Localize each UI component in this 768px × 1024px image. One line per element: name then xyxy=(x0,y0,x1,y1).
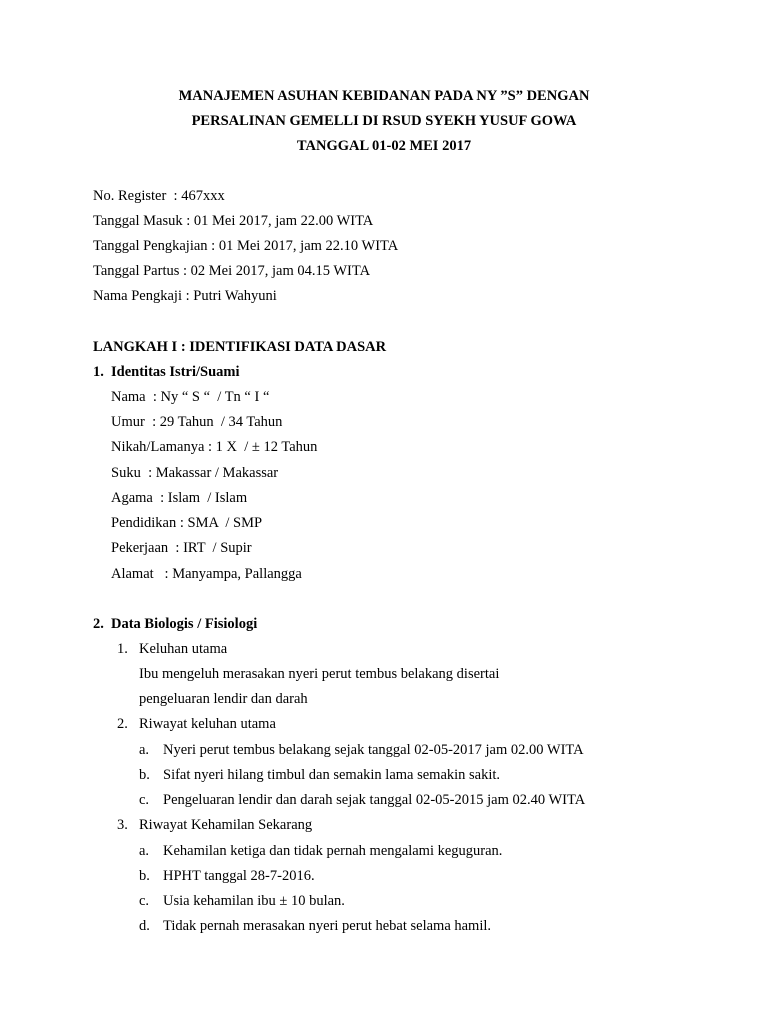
item-2-sub-a-letter: a. xyxy=(139,742,150,758)
section-2-number: 2. xyxy=(93,616,104,632)
item-2-number: 2. xyxy=(117,716,128,732)
assessment-date-line: Tanggal Pengkajian : 01 Mei 2017, jam 22.10 WITA xyxy=(93,238,399,254)
identity-education: Pendidikan : SMA / SMP xyxy=(111,515,263,531)
item-2-sub-c-text: Pengeluaran lendir dan darah sejak tanggal 02-05-2015 jam 02.40 WITA xyxy=(163,792,586,808)
item-3-number: 3. xyxy=(117,817,128,833)
section-1-heading: Identitas Istri/Suami xyxy=(111,364,240,380)
identity-name: Nama : Ny “ S “ / Tn “ I “ xyxy=(111,389,270,405)
item-3-sub-c-text: Usia kehamilan ibu ± 10 bulan. xyxy=(163,893,345,909)
section-2-heading: Data Biologis / Fisiologi xyxy=(111,616,258,632)
identity-marriage: Nikah/Lamanya : 1 X / ± 12 Tahun xyxy=(111,439,318,455)
item-3-sub-a-letter: a. xyxy=(139,843,150,859)
item-2-title: Riwayat keluhan utama xyxy=(139,716,276,732)
section-1-number: 1. xyxy=(93,364,104,380)
item-3-title: Riwayat Kehamilan Sekarang xyxy=(139,817,313,833)
item-3-sub-b-text: HPHT tanggal 28-7-2016. xyxy=(163,868,315,884)
item-3-sub-c-letter: c. xyxy=(139,893,150,909)
title-line-1: MANAJEMEN ASUHAN KEBIDANAN PADA NY ”S” DENGAN xyxy=(178,88,590,104)
identity-religion: Agama : Islam / Islam xyxy=(111,490,248,506)
item-2-sub-a-text: Nyeri perut tembus belakang sejak tanggal 02-05-2017 jam 02.00 WITA xyxy=(163,742,584,758)
item-3-sub-d-text: Tidak pernah merasakan nyeri perut hebat selama hamil. xyxy=(163,918,492,934)
item-2-sub-b-text: Sifat nyeri hilang timbul dan semakin lama semakin sakit. xyxy=(163,767,501,783)
item-1-title: Keluhan utama xyxy=(139,641,228,657)
title-line-2: PERSALINAN GEMELLI DI RSUD SYEKH YUSUF GOWA xyxy=(191,113,577,129)
item-1-number: 1. xyxy=(117,641,128,657)
identity-age: Umur : 29 Tahun / 34 Tahun xyxy=(111,414,283,430)
identity-address: Alamat : Manyampa, Pallangga xyxy=(111,566,302,582)
identity-ethnicity: Suku : Makassar / Makassar xyxy=(111,465,279,481)
item-3-sub-d-letter: d. xyxy=(139,918,150,934)
item-2-sub-b-letter: b. xyxy=(139,767,150,783)
admission-date-line: Tanggal Masuk : 01 Mei 2017, jam 22.00 WITA xyxy=(93,213,374,229)
delivery-date-line: Tanggal Partus : 02 Mei 2017, jam 04.15 WITA xyxy=(93,263,371,279)
item-2-sub-c-letter: c. xyxy=(139,792,150,808)
identity-occupation: Pekerjaan : IRT / Supir xyxy=(111,540,252,556)
item-3-sub-a-text: Kehamilan ketiga dan tidak pernah mengalami keguguran. xyxy=(163,843,503,859)
item-3-sub-b-letter: b. xyxy=(139,868,150,884)
assessor-name-line: Nama Pengkaji : Putri Wahyuni xyxy=(93,288,277,304)
item-1-text-line-2: pengeluaran lendir dan darah xyxy=(139,691,308,707)
register-line: No. Register : 467xxx xyxy=(93,188,225,204)
title-line-3: TANGGAL 01-02 MEI 2017 xyxy=(296,138,472,154)
item-1-text-line-1: Ibu mengeluh merasakan nyeri perut tembus belakang disertai xyxy=(139,666,500,682)
step-heading: LANGKAH I : IDENTIFIKASI DATA DASAR xyxy=(93,339,387,355)
